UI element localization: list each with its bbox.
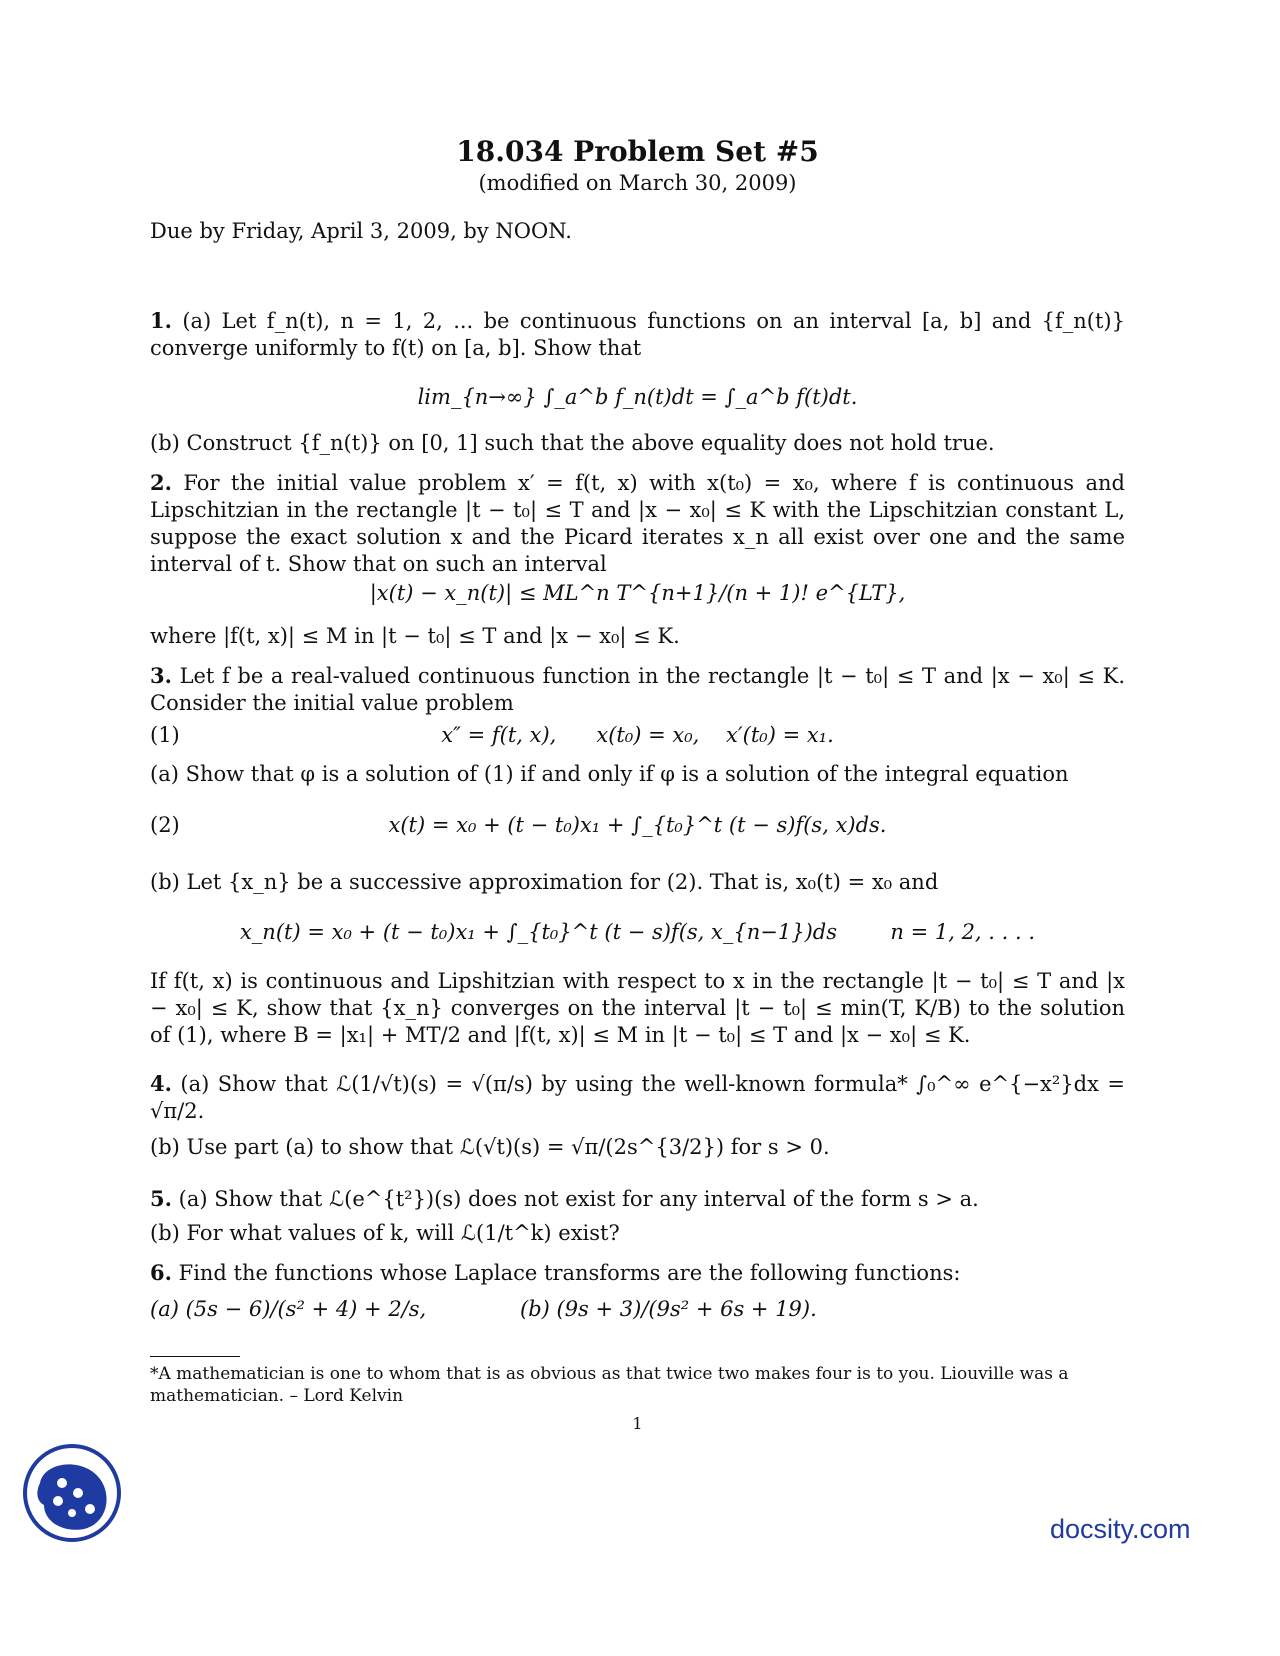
problem-3-part-a: (a) Show that φ is a solution of (1) if and only if φ is a solution of the integral equation xyxy=(150,762,1069,786)
problem-1-part-b: (b) Construct {f_n(t)} on [0, 1] such that the above equality does not hold true. xyxy=(150,431,995,455)
page-title: 18.034 Problem Set #5 xyxy=(456,135,819,168)
problem-5-part-b: (b) For what values of k, will ℒ(1/t^k) exist? xyxy=(150,1221,620,1245)
problem-3-part-b: (b) Let {x_n} be a successive approximation for (2). That is, x₀(t) = x₀ and xyxy=(150,870,939,894)
problem-number: 3. xyxy=(150,663,172,688)
problem-1-part-a: (a) Let f_n(t), n = 1, 2, ... be continuous functions on an interval [a, b] and {f_n(t)} converge uniformly to f(t) on [a, b]. Show that xyxy=(150,309,1125,360)
problem-6 xyxy=(150,1259,1125,1287)
page-number: 1 xyxy=(632,1414,643,1433)
due-date: Due by Friday, April 3, 2009, by NOON. xyxy=(150,219,572,243)
problem-5 xyxy=(150,1185,1125,1213)
equation-label-2: (2) xyxy=(150,813,180,837)
page-subtitle: (modified on March 30, 2009) xyxy=(478,171,797,195)
problem-4-part-a: (a) Show that ℒ(1/√t)(s) = √(π/s) by using the well-known formula* ∫₀^∞ e^{−x²}dx = √π/2. xyxy=(150,1072,1125,1123)
equation-label-1: (1) xyxy=(150,723,180,747)
problem-2 xyxy=(150,469,1125,578)
problem-number: 2. xyxy=(150,470,172,495)
problem-6-part-a: (a) (5s − 6)/(s² + 4) + 2/s, xyxy=(150,1297,427,1321)
problem-6-part-b: (b) (9s + 3)/(9s² + 6s + 19). xyxy=(520,1297,817,1321)
problem-3-equation-2: x(t) = x₀ + (t − t₀)x₁ + ∫_{t₀}^t (t − s)f(s, x)ds. xyxy=(388,813,887,837)
problem-2-equation: |x(t) − x_n(t)| ≤ ML^n T^{n+1}/(n + 1)! e^{LT}, xyxy=(369,581,906,605)
problem-1 xyxy=(150,307,1125,362)
problem-1-equation: lim_{n→∞} ∫_a^b f_n(t)dt = ∫_a^b f(t)dt. xyxy=(417,385,858,409)
problem-3 xyxy=(150,662,1125,717)
problem-number: 1. xyxy=(150,308,172,333)
problem-3-equation-3: x_n(t) = x₀ + (t − t₀)x₁ + ∫_{t₀}^t (t − s)f(s, x_{n−1})ds n = 1, 2, . . . . xyxy=(239,920,1036,944)
problem-number: 6. xyxy=(150,1260,172,1285)
brand-wordmark[interactable]: docsity.com xyxy=(1050,1514,1191,1544)
problem-4 xyxy=(150,1070,1125,1125)
problem-number: 4. xyxy=(150,1071,172,1096)
problem-number: 5. xyxy=(150,1186,172,1211)
problem-3-tail: If f(t, x) is continuous and Lipshitzian with respect to x in the rectangle |t − t₀| ≤ T and |x − x₀| ≤ K, show that {x_n} converges on the interval |t − t₀| ≤ min(T, K/B) to the solution of (1), where B = |x₁| + MT/2 and |f(t, x)| ≤ M in |t − t₀| ≤ T and |x − x₀| ≤ K. xyxy=(150,969,1125,1047)
problem-5-part-a: (a) Show that ℒ(e^{t²})(s) does not exist for any interval of the form s > a. xyxy=(178,1187,979,1211)
problem-3-equation-1: x″ = f(t, x), x(t₀) = x₀, x′(t₀) = x₁. xyxy=(441,723,834,747)
problem-6-text: Find the functions whose Laplace transforms are the following functions: xyxy=(178,1261,961,1285)
problem-2-text: For the initial value problem x′ = f(t, x) with x(t₀) = x₀, where f is continuous and Lipschitzian in the rectangle |t − t₀| ≤ T and |x − x₀| ≤ K with the Lipschitzian constant L, suppose the exact solution x and the Picard iterates x_n all exist over one and the same interval of t. Show that on such an interval xyxy=(150,471,1125,576)
footnote-divider xyxy=(150,1356,240,1357)
problem-3-text: Let f be a real-valued continuous function in the rectangle |t − t₀| ≤ T and |x − x₀| ≤ K. Consider the initial value problem xyxy=(150,664,1125,715)
docsity-logo-icon xyxy=(22,1443,122,1543)
problem-4-part-b: (b) Use part (a) to show that ℒ(√t)(s) = √π/(2s^{3/2}) for s > 0. xyxy=(150,1135,830,1159)
problem-2-tail: where |f(t, x)| ≤ M in |t − t₀| ≤ T and |x − x₀| ≤ K. xyxy=(150,624,680,648)
footnote: *A mathematician is one to whom that is as obvious as that twice two makes four is to you. Liouville was a mathematician. – Lord Kelvin xyxy=(150,1364,1069,1406)
